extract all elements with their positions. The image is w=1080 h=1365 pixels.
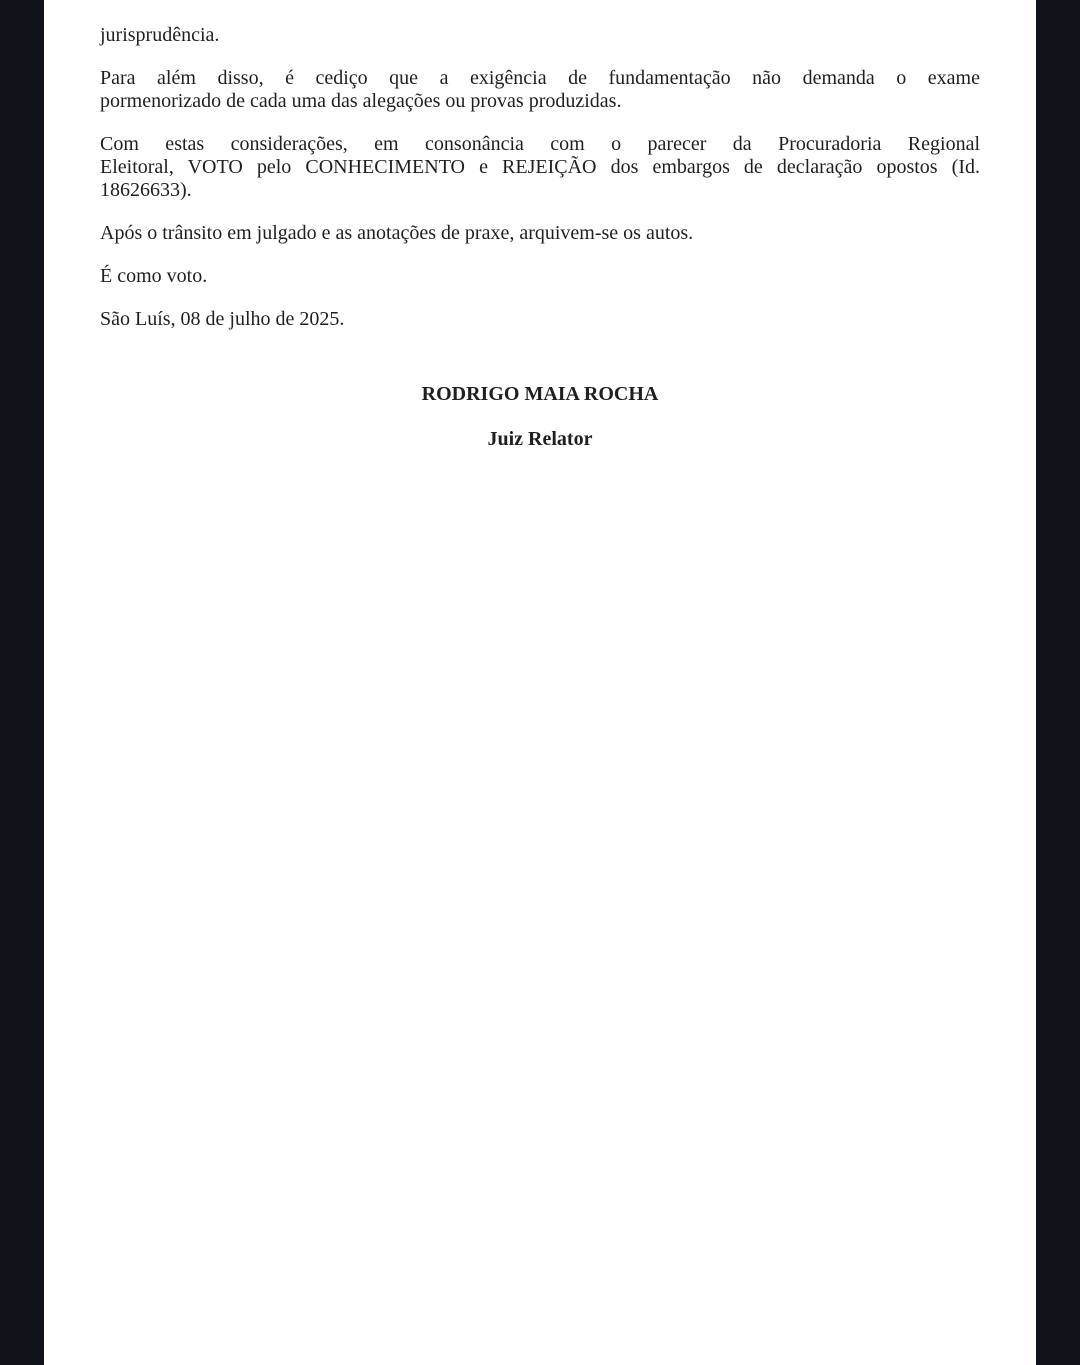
paragraph-jurisprudencia: jurisprudência. xyxy=(100,24,220,46)
paragraph-apos-transito: Após o trânsito em julgado e as anotações de praxe, arquivem-se os autos. xyxy=(100,222,694,244)
paragraph-com-estas-consideracoes: Com estas considerações, em consonância com o parecer da Procuradoria Regional Eleitoral, VOTO pelo CONHECIMENTO e REJEIÇÃO dos embargos de declaração opostos (Id. 18626633). xyxy=(100,133,980,201)
viewer-right-margin xyxy=(1036,0,1080,1365)
signature-name: RODRIGO MAIA ROCHA xyxy=(421,383,659,405)
viewer-left-margin xyxy=(0,0,44,1365)
signature-role: Juiz Relator xyxy=(487,428,593,450)
signature-block xyxy=(100,383,980,451)
paragraph-para-alem-disso: Para além disso, é cediço que a exigência de fundamentação não demanda o exame pormenorizado de cada uma das alegações ou provas produzidas. xyxy=(100,67,980,112)
paragraph-data-local: São Luís, 08 de julho de 2025. xyxy=(100,308,345,330)
document-text xyxy=(100,24,980,451)
document-page xyxy=(44,0,1036,1365)
paragraph-e-como-voto: É como voto. xyxy=(100,265,208,287)
